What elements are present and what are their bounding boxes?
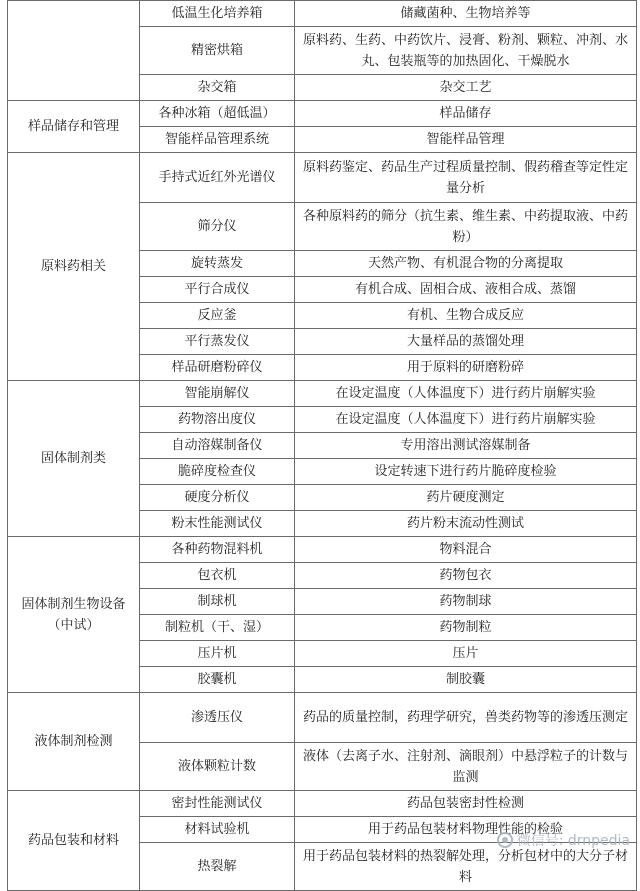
usage-cell: 药品的质量控制，药理学研究，兽类药物等的渗透压测定 <box>295 693 637 743</box>
device-cell: 液体颗粒计数 <box>140 743 295 791</box>
usage-cell: 用于药品包装材料的热裂解处理，分析包材中的大分子材料 <box>295 843 637 891</box>
device-cell: 样品研磨粉碎仪 <box>140 355 295 381</box>
device-cell: 各种冰箱（超低温） <box>140 101 295 127</box>
device-cell: 药物溶出度仪 <box>140 407 295 433</box>
table-row <box>8 153 637 203</box>
device-cell: 筛分仪 <box>140 203 295 251</box>
device-cell: 热裂解 <box>140 843 295 891</box>
watermark-text: 微信号: drnpedia <box>516 833 630 849</box>
device-cell: 平行合成仪 <box>140 277 295 303</box>
device-cell: 脆碎度检查仪 <box>140 459 295 485</box>
table-row <box>8 101 637 127</box>
category-cell: 固体制剂类 <box>8 381 140 537</box>
usage-cell: 各种原料药的筛分（抗生素、维生素、中药提取液、中药粉） <box>295 203 637 251</box>
usage-cell: 智能样品管理 <box>295 127 637 153</box>
table-row <box>8 791 637 817</box>
usage-cell: 原料药鉴定、药品生产过程质量控制、假药稽查等定性定量分析 <box>295 153 637 203</box>
usage-cell: 原料药、生药、中药饮片、浸膏、粉剂、颗粒、冲剂、水丸、包装瓶等的加热固化、干燥脱水 <box>295 27 637 75</box>
device-cell: 材料试验机 <box>140 817 295 843</box>
device-cell: 智能崩解仪 <box>140 381 295 407</box>
usage-cell: 储藏菌种、生物培养等 <box>295 1 637 27</box>
equipment-table <box>7 0 637 891</box>
device-cell: 反应釜 <box>140 303 295 329</box>
category-cell: 药品包装和材料 <box>8 791 140 891</box>
device-cell: 胶囊机 <box>140 667 295 693</box>
table-row <box>8 381 637 407</box>
usage-cell: 药片粉末流动性测试 <box>295 511 637 537</box>
usage-cell: 用于原料的研磨粉碎 <box>295 355 637 381</box>
usage-cell: 液体（去离子水、注射剂、滴眼剂）中悬浮粒子的计数与监测 <box>295 743 637 791</box>
usage-cell: 设定转速下进行药片脆碎度检验 <box>295 459 637 485</box>
usage-cell: 药品包装密封性检测 <box>295 791 637 817</box>
table-row <box>8 1 637 27</box>
device-cell: 包衣机 <box>140 563 295 589</box>
device-cell: 压片机 <box>140 641 295 667</box>
usage-cell: 大量样品的蒸馏处理 <box>295 329 637 355</box>
usage-cell: 有机、生物合成反应 <box>295 303 637 329</box>
device-cell: 各种药物混料机 <box>140 537 295 563</box>
device-cell: 渗透压仪 <box>140 693 295 743</box>
device-cell: 密封性能测试仪 <box>140 791 295 817</box>
usage-cell: 样品储存 <box>295 101 637 127</box>
device-cell: 平行蒸发仪 <box>140 329 295 355</box>
usage-cell: 药片硬度测定 <box>295 485 637 511</box>
device-cell: 手持式近红外光谱仪 <box>140 153 295 203</box>
usage-cell: 物料混合 <box>295 537 637 563</box>
category-cell: 液体制剂检测 <box>8 693 140 791</box>
device-cell: 旋转蒸发 <box>140 251 295 277</box>
device-cell: 制粒机（干、湿） <box>140 615 295 641</box>
device-cell: 硬度分析仪 <box>140 485 295 511</box>
device-cell: 智能样品管理系统 <box>140 127 295 153</box>
device-cell: 杂交箱 <box>140 75 295 101</box>
table-row <box>8 537 637 563</box>
category-cell <box>8 1 140 101</box>
usage-cell: 药物包衣 <box>295 563 637 589</box>
usage-cell: 药物制粒 <box>295 615 637 641</box>
category-cell: 原料药相关 <box>8 153 140 381</box>
device-cell: 粉末性能测试仪 <box>140 511 295 537</box>
category-cell: 固体制剂生物设备（中试） <box>8 537 140 693</box>
usage-cell: 药物制球 <box>295 589 637 615</box>
wechat-watermark <box>497 830 630 850</box>
usage-cell: 在设定温度（人体温度下）进行药片崩解实验 <box>295 407 637 433</box>
wechat-icon <box>497 832 513 848</box>
usage-cell: 专用溶出测试溶媒制备 <box>295 433 637 459</box>
device-cell: 低温生化培养箱 <box>140 1 295 27</box>
usage-cell: 在设定温度（人体温度下）进行药片崩解实验 <box>295 381 637 407</box>
category-cell: 样品储存和管理 <box>8 101 140 153</box>
usage-cell: 有机合成、固相合成、液相合成、蒸馏 <box>295 277 637 303</box>
device-cell: 精密烘箱 <box>140 27 295 75</box>
usage-cell: 制胶囊 <box>295 667 637 693</box>
device-cell: 制球机 <box>140 589 295 615</box>
table-row <box>8 693 637 743</box>
usage-cell: 天然产物、有机混合物的分离提取 <box>295 251 637 277</box>
usage-cell: 压片 <box>295 641 637 667</box>
usage-cell: 用于药品包装材料物理性能的检验 <box>295 817 637 843</box>
device-cell: 自动溶媒制备仪 <box>140 433 295 459</box>
usage-cell: 杂交工艺 <box>295 75 637 101</box>
